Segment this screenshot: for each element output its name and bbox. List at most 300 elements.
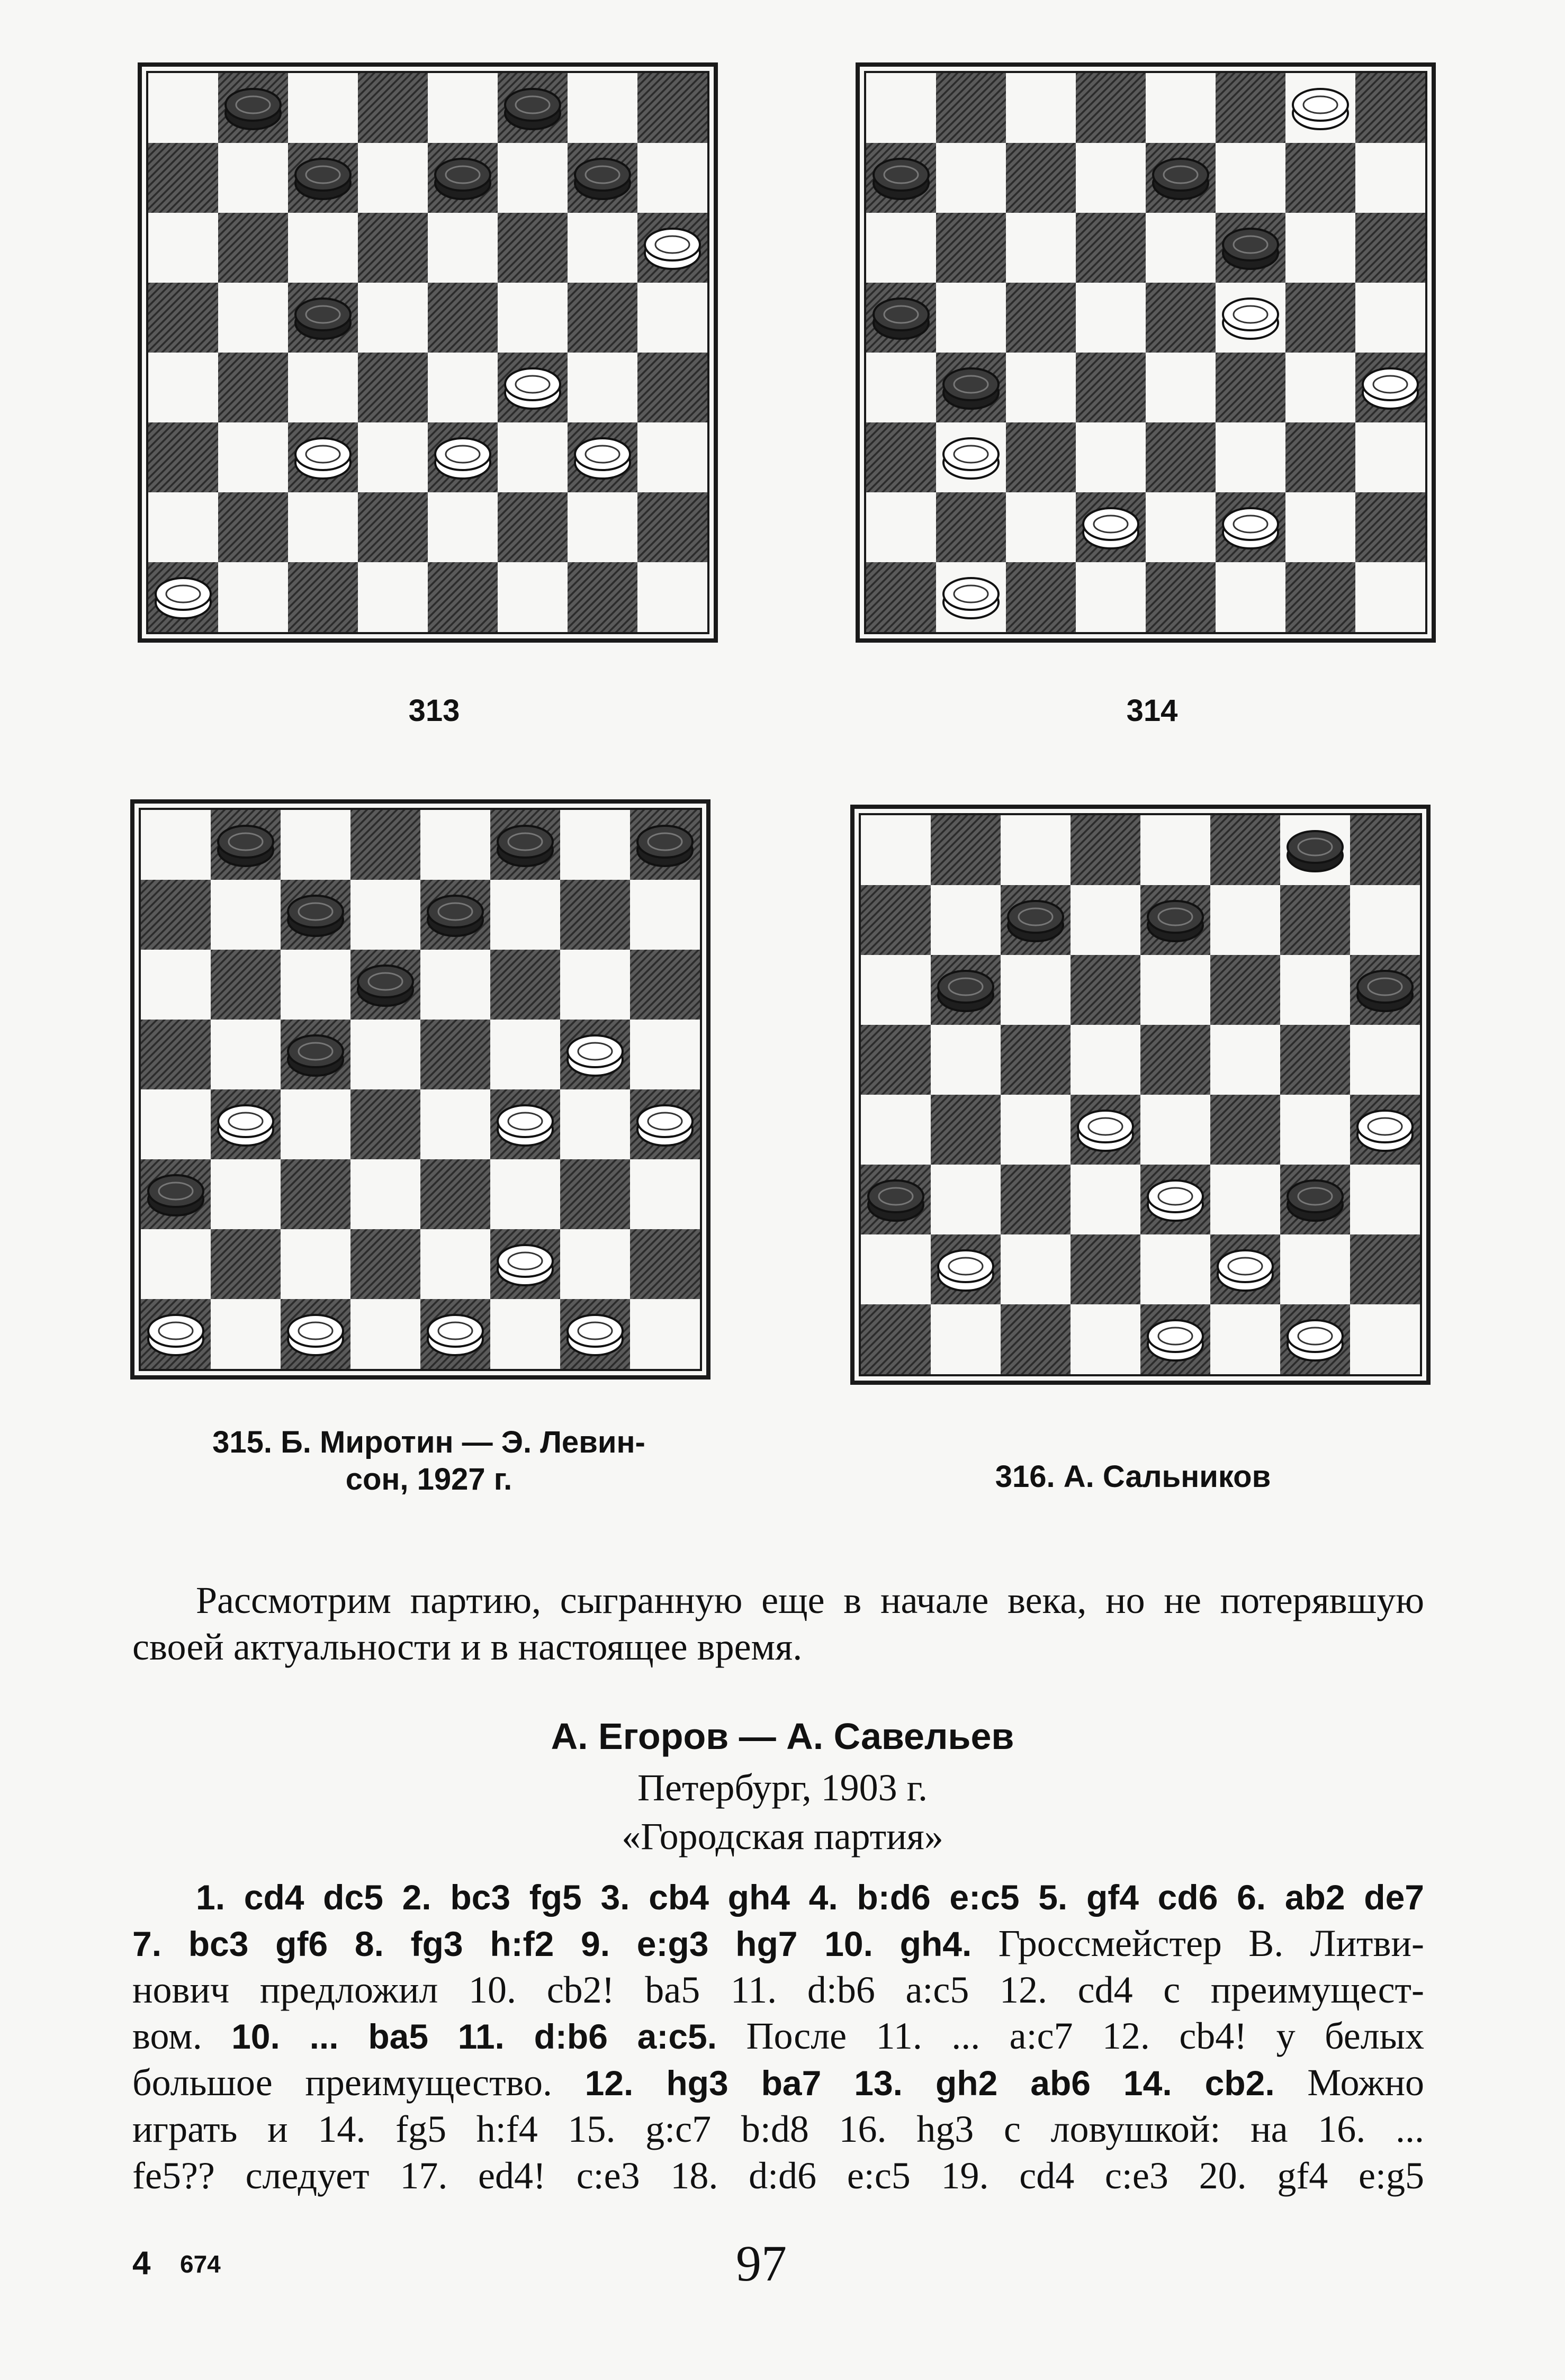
board-314 <box>866 73 1425 632</box>
dark-square <box>358 73 428 143</box>
dark-square <box>218 213 288 283</box>
move-notation-bold: 12. hg3 ba7 13. gh2 ab6 14. cb2. <box>584 2063 1275 2103</box>
black-checker-f8 <box>505 89 560 129</box>
dark-square <box>1071 955 1140 1025</box>
light-square <box>1350 885 1420 955</box>
diagram-315 <box>130 799 710 1380</box>
black-checker-e7 <box>428 896 483 936</box>
light-square <box>1071 1025 1140 1095</box>
black-checker-f6 <box>1223 229 1278 269</box>
light-square <box>866 492 936 562</box>
light-square <box>490 880 560 950</box>
light-square <box>1355 143 1425 213</box>
dark-square <box>931 1095 1001 1165</box>
light-square <box>1285 492 1355 562</box>
dark-square <box>1355 73 1425 143</box>
dark-square <box>1071 1234 1140 1304</box>
dark-square <box>218 492 288 562</box>
game-players: А. Егоров — А. Савельев <box>551 1716 1014 1757</box>
light-square <box>1146 213 1216 283</box>
dark-square <box>1285 283 1355 353</box>
intro-paragraph: Рассмотрим партию, сыгранную еще в начале века, но не потерявшую своей актуальности и в настоящее время. <box>132 1579 1424 1668</box>
light-square <box>630 1020 700 1089</box>
light-square <box>1140 1095 1210 1165</box>
light-square <box>931 1165 1001 1234</box>
black-checker-g7 <box>575 159 630 199</box>
light-square <box>141 1089 211 1159</box>
black-checker-a3 <box>148 1175 203 1215</box>
light-square <box>420 1229 490 1299</box>
dark-square <box>1001 1025 1071 1095</box>
dark-square <box>1350 815 1420 885</box>
moves-text <box>132 1874 1424 2199</box>
diagram-314 <box>856 62 1436 643</box>
signature-number: 4 <box>132 2245 151 2282</box>
move-commentary: играть и 14. fg5 h:f4 15. g:c7 b:d8 16. hg3 с ловушкой: на 16. ... <box>132 2108 1424 2151</box>
light-square <box>148 492 218 562</box>
white-checker-b4 <box>218 1105 273 1146</box>
light-square <box>358 422 428 492</box>
light-square <box>931 1304 1001 1374</box>
board-315 <box>141 810 700 1369</box>
dark-square <box>350 810 420 880</box>
caption-316-line: 316. А. Сальников <box>995 1459 1271 1494</box>
light-square <box>866 353 936 422</box>
dark-square <box>141 880 211 950</box>
moves-line <box>132 2106 1424 2153</box>
dark-square <box>350 1089 420 1159</box>
light-square <box>1280 1234 1350 1304</box>
dark-square <box>1006 562 1076 632</box>
page-number: 97 <box>736 2235 787 2292</box>
dark-square <box>630 950 700 1020</box>
light-square <box>288 213 358 283</box>
caption-313 <box>349 692 519 729</box>
dark-square <box>358 492 428 562</box>
white-checker-a1 <box>156 578 211 618</box>
white-checker-f2 <box>1223 508 1278 548</box>
dark-square <box>936 213 1006 283</box>
game-opening: «Городская партия» <box>622 1815 943 1858</box>
light-square <box>931 885 1001 955</box>
light-square <box>568 492 637 562</box>
white-checker-b2 <box>938 1250 993 1291</box>
light-square <box>358 143 428 213</box>
light-square <box>1355 422 1425 492</box>
light-square <box>637 143 707 213</box>
dark-square <box>141 1020 211 1089</box>
light-square <box>637 283 707 353</box>
moves-line <box>132 2153 1424 2199</box>
light-square <box>637 422 707 492</box>
white-checker-f4 <box>505 368 560 409</box>
dark-square <box>498 492 568 562</box>
move-notation-bold: 7. bc3 gf6 8. fg3 h:f2 9. e:g3 hg7 10. gh4. <box>132 1924 972 1963</box>
light-square <box>1210 1025 1280 1095</box>
moves-line <box>132 1921 1424 1967</box>
light-square <box>420 950 490 1020</box>
dark-square <box>1280 1025 1350 1095</box>
dark-square <box>1210 955 1280 1025</box>
dark-square <box>498 213 568 283</box>
dark-square <box>288 562 358 632</box>
black-checker-e7 <box>435 159 490 199</box>
light-square <box>350 1159 420 1229</box>
dark-square <box>358 353 428 422</box>
light-square <box>1350 1025 1420 1095</box>
light-square <box>1076 143 1146 213</box>
light-square <box>211 1020 281 1089</box>
light-square <box>1146 492 1216 562</box>
caption-315 <box>132 1424 725 1498</box>
black-checker-h6 <box>1357 971 1413 1011</box>
dark-square <box>936 73 1006 143</box>
black-checker-a3 <box>868 1180 923 1221</box>
move-commentary: После 11. ... a:c7 12. cb4! у белых <box>717 2015 1424 2058</box>
dark-square <box>1210 815 1280 885</box>
dark-square <box>1146 422 1216 492</box>
dark-square <box>931 815 1001 885</box>
dark-square <box>560 880 630 950</box>
light-square <box>1076 422 1146 492</box>
dark-square <box>861 1025 931 1095</box>
dark-square <box>568 562 637 632</box>
dark-square <box>1006 143 1076 213</box>
caption-314 <box>1067 692 1237 729</box>
light-square <box>931 1025 1001 1095</box>
light-square <box>1140 815 1210 885</box>
dark-square <box>1350 1234 1420 1304</box>
dark-square <box>1285 143 1355 213</box>
light-square <box>1350 1304 1420 1374</box>
caption-314-line: 314 <box>1126 693 1178 728</box>
light-square <box>148 213 218 283</box>
black-checker-g8 <box>1288 831 1343 871</box>
light-square <box>1071 885 1140 955</box>
moves-lines <box>132 1874 1424 2199</box>
light-square <box>288 492 358 562</box>
light-square <box>560 1089 630 1159</box>
move-commentary: Можно <box>1274 2061 1424 2104</box>
light-square <box>490 1159 560 1229</box>
black-checker-c7 <box>288 896 343 936</box>
black-checker-b8 <box>226 89 281 129</box>
caption-315-line-2: сон, 1927 г. <box>345 1462 512 1496</box>
white-checker-g1 <box>1288 1320 1343 1360</box>
light-square <box>498 422 568 492</box>
white-checker-b3 <box>943 438 999 479</box>
light-square <box>861 955 931 1025</box>
dark-square <box>211 1229 281 1299</box>
light-square <box>1280 1095 1350 1165</box>
light-square <box>1355 562 1425 632</box>
light-square <box>568 353 637 422</box>
black-checker-b6 <box>938 971 993 1011</box>
dark-square <box>637 73 707 143</box>
white-checker-g3 <box>575 438 630 479</box>
moves-line <box>132 2060 1424 2106</box>
print-code: 674 <box>180 2250 221 2278</box>
light-square <box>866 73 936 143</box>
dark-square <box>1355 213 1425 283</box>
light-square <box>1071 1304 1140 1374</box>
white-checker-h4 <box>637 1105 692 1146</box>
dark-square <box>1210 1095 1280 1165</box>
light-square <box>350 880 420 950</box>
light-square <box>281 810 350 880</box>
light-square <box>1006 73 1076 143</box>
light-square <box>141 950 211 1020</box>
light-square <box>1006 213 1076 283</box>
white-checker-e3 <box>435 438 490 479</box>
black-checker-c5 <box>295 299 350 339</box>
light-square <box>281 1089 350 1159</box>
white-checker-g1 <box>568 1315 623 1355</box>
light-square <box>1146 73 1216 143</box>
white-checker-e1 <box>428 1315 483 1355</box>
dark-square <box>861 1304 931 1374</box>
light-square <box>1001 1095 1071 1165</box>
light-square <box>428 213 498 283</box>
black-checker-c5 <box>288 1035 343 1076</box>
light-square <box>630 1159 700 1229</box>
dark-square <box>148 283 218 353</box>
black-checker-a5 <box>874 299 929 339</box>
light-square <box>218 283 288 353</box>
light-square <box>218 562 288 632</box>
black-checker-b4 <box>943 368 999 409</box>
light-square <box>568 73 637 143</box>
move-commentary: нович предложил 10. cb2! ba5 11. d:b6 a:c5 12. cd4 с преимущест- <box>132 1968 1424 2011</box>
light-square <box>1140 955 1210 1025</box>
dark-square <box>211 950 281 1020</box>
dark-square <box>1146 562 1216 632</box>
light-square <box>428 353 498 422</box>
dark-square <box>358 213 428 283</box>
light-square <box>490 1020 560 1089</box>
light-square <box>630 1299 700 1369</box>
light-square <box>1006 353 1076 422</box>
white-checker-c3 <box>295 438 350 479</box>
dark-square <box>861 885 931 955</box>
light-square <box>1280 955 1350 1025</box>
light-square <box>141 810 211 880</box>
white-checker-g5 <box>568 1035 623 1076</box>
black-checker-g3 <box>1288 1180 1343 1221</box>
dark-square <box>866 422 936 492</box>
light-square <box>218 143 288 213</box>
dark-square <box>350 1229 420 1299</box>
dark-square <box>1285 422 1355 492</box>
diagram-313 <box>138 62 718 643</box>
light-square <box>1001 1234 1071 1304</box>
dark-square <box>1071 815 1140 885</box>
light-square <box>498 562 568 632</box>
dark-square <box>568 283 637 353</box>
caption-316 <box>900 1458 1366 1495</box>
light-square <box>1210 1165 1280 1234</box>
dark-square <box>1355 492 1425 562</box>
light-square <box>560 810 630 880</box>
moves-line <box>132 1967 1424 2014</box>
dark-square <box>420 1159 490 1229</box>
light-square <box>637 562 707 632</box>
move-commentary: Гроссмейстер В. Литви- <box>972 1922 1424 1964</box>
white-checker-h4 <box>1363 368 1418 409</box>
dark-square <box>560 1159 630 1229</box>
white-checker-f2 <box>1218 1250 1273 1291</box>
caption-313-line: 313 <box>408 693 460 728</box>
light-square <box>428 492 498 562</box>
light-square <box>288 73 358 143</box>
dark-square <box>1076 73 1146 143</box>
light-square <box>490 1299 560 1369</box>
white-checker-f4 <box>498 1105 553 1146</box>
black-checker-h8 <box>637 826 692 866</box>
light-square <box>358 283 428 353</box>
light-square <box>358 562 428 632</box>
light-square <box>1076 562 1146 632</box>
light-square <box>148 353 218 422</box>
dark-square <box>148 422 218 492</box>
light-square <box>560 950 630 1020</box>
light-square <box>1071 1165 1140 1234</box>
light-square <box>350 1299 420 1369</box>
light-square <box>211 880 281 950</box>
dark-square <box>1001 1304 1071 1374</box>
white-checker-d2 <box>1083 508 1138 548</box>
light-square <box>1216 562 1285 632</box>
dark-square <box>428 283 498 353</box>
dark-square <box>1006 422 1076 492</box>
white-checker-h6 <box>645 229 700 269</box>
light-square <box>1285 353 1355 422</box>
light-square <box>630 880 700 950</box>
moves-line <box>132 2013 1424 2060</box>
white-checker-d4 <box>1078 1111 1133 1151</box>
light-square <box>148 73 218 143</box>
dark-square <box>1280 885 1350 955</box>
white-checker-a1 <box>148 1315 203 1355</box>
move-commentary: вом. <box>132 2015 232 2058</box>
light-square <box>1216 143 1285 213</box>
light-square <box>861 1234 931 1304</box>
light-square <box>498 143 568 213</box>
board-313 <box>148 73 707 632</box>
light-square <box>1001 815 1071 885</box>
light-square <box>866 213 936 283</box>
move-commentary: большое преимущество. <box>132 2061 585 2104</box>
light-square <box>936 143 1006 213</box>
game-place: Петербург, 1903 г. <box>637 1766 928 1809</box>
light-square <box>498 283 568 353</box>
dark-square <box>490 950 560 1020</box>
dark-square <box>1140 1025 1210 1095</box>
white-checker-c1 <box>288 1315 343 1355</box>
black-checker-a7 <box>874 159 929 199</box>
dark-square <box>420 1020 490 1089</box>
light-square <box>211 1299 281 1369</box>
white-checker-e3 <box>1148 1180 1203 1221</box>
black-checker-c7 <box>295 159 350 199</box>
black-checker-e7 <box>1153 159 1208 199</box>
board-316 <box>861 815 1420 1374</box>
light-square <box>281 950 350 1020</box>
move-notation-bold: 1. cd4 dc5 2. bc3 fg5 3. cb4 gh4 4. b:d6 e:c5 5. gf4 cd6 6. ab2 de7 <box>196 1878 1424 1917</box>
move-commentary: fe5?? следует 17. ed4! c:e3 18. d:d6 e:c5 19. cd4 c:e3 20. gf4 e:g5 <box>132 2154 1424 2197</box>
light-square <box>1285 213 1355 283</box>
light-square <box>350 1020 420 1089</box>
black-checker-f8 <box>498 826 553 866</box>
moves-line <box>132 1874 1424 1921</box>
dark-square <box>1146 283 1216 353</box>
light-square <box>1140 1234 1210 1304</box>
light-square <box>1146 353 1216 422</box>
black-checker-c7 <box>1008 901 1063 941</box>
light-square <box>936 283 1006 353</box>
black-checker-d6 <box>358 966 413 1006</box>
light-square <box>420 810 490 880</box>
light-square <box>861 1095 931 1165</box>
white-checker-f5 <box>1223 299 1278 339</box>
light-square <box>861 815 931 885</box>
dark-square <box>1006 283 1076 353</box>
dark-square <box>218 353 288 422</box>
dark-square <box>936 492 1006 562</box>
light-square <box>1210 885 1280 955</box>
light-square <box>568 213 637 283</box>
dark-square <box>148 143 218 213</box>
light-square <box>1001 955 1071 1025</box>
dark-square <box>630 1229 700 1299</box>
light-square <box>1350 1165 1420 1234</box>
light-square <box>281 1229 350 1299</box>
move-notation-bold: 10. ... ba5 11. d:b6 a:c5. <box>231 2017 717 2057</box>
dark-square <box>1076 213 1146 283</box>
dark-square <box>1285 562 1355 632</box>
black-checker-b8 <box>218 826 273 866</box>
white-checker-e1 <box>1148 1320 1203 1360</box>
light-square <box>218 422 288 492</box>
dark-square <box>1216 73 1285 143</box>
light-square <box>1076 283 1146 353</box>
light-square <box>141 1229 211 1299</box>
black-checker-e7 <box>1148 901 1203 941</box>
dark-square <box>281 1159 350 1229</box>
light-square <box>1210 1304 1280 1374</box>
light-square <box>420 1089 490 1159</box>
light-square <box>288 353 358 422</box>
white-checker-b1 <box>943 578 999 618</box>
white-checker-h4 <box>1357 1111 1413 1151</box>
dark-square <box>637 492 707 562</box>
light-square <box>428 73 498 143</box>
light-square <box>1355 283 1425 353</box>
dark-square <box>428 562 498 632</box>
dark-square <box>1001 1165 1071 1234</box>
light-square <box>1006 492 1076 562</box>
dark-square <box>1216 353 1285 422</box>
dark-square <box>866 562 936 632</box>
caption-315-line-1: 315. Б. Миротин — Э. Левин- <box>212 1425 645 1459</box>
light-square <box>560 1229 630 1299</box>
dark-square <box>637 353 707 422</box>
diagram-316 <box>850 805 1431 1385</box>
dark-square <box>1076 353 1146 422</box>
white-checker-g8 <box>1293 89 1348 129</box>
light-square <box>1216 422 1285 492</box>
light-square <box>211 1159 281 1229</box>
